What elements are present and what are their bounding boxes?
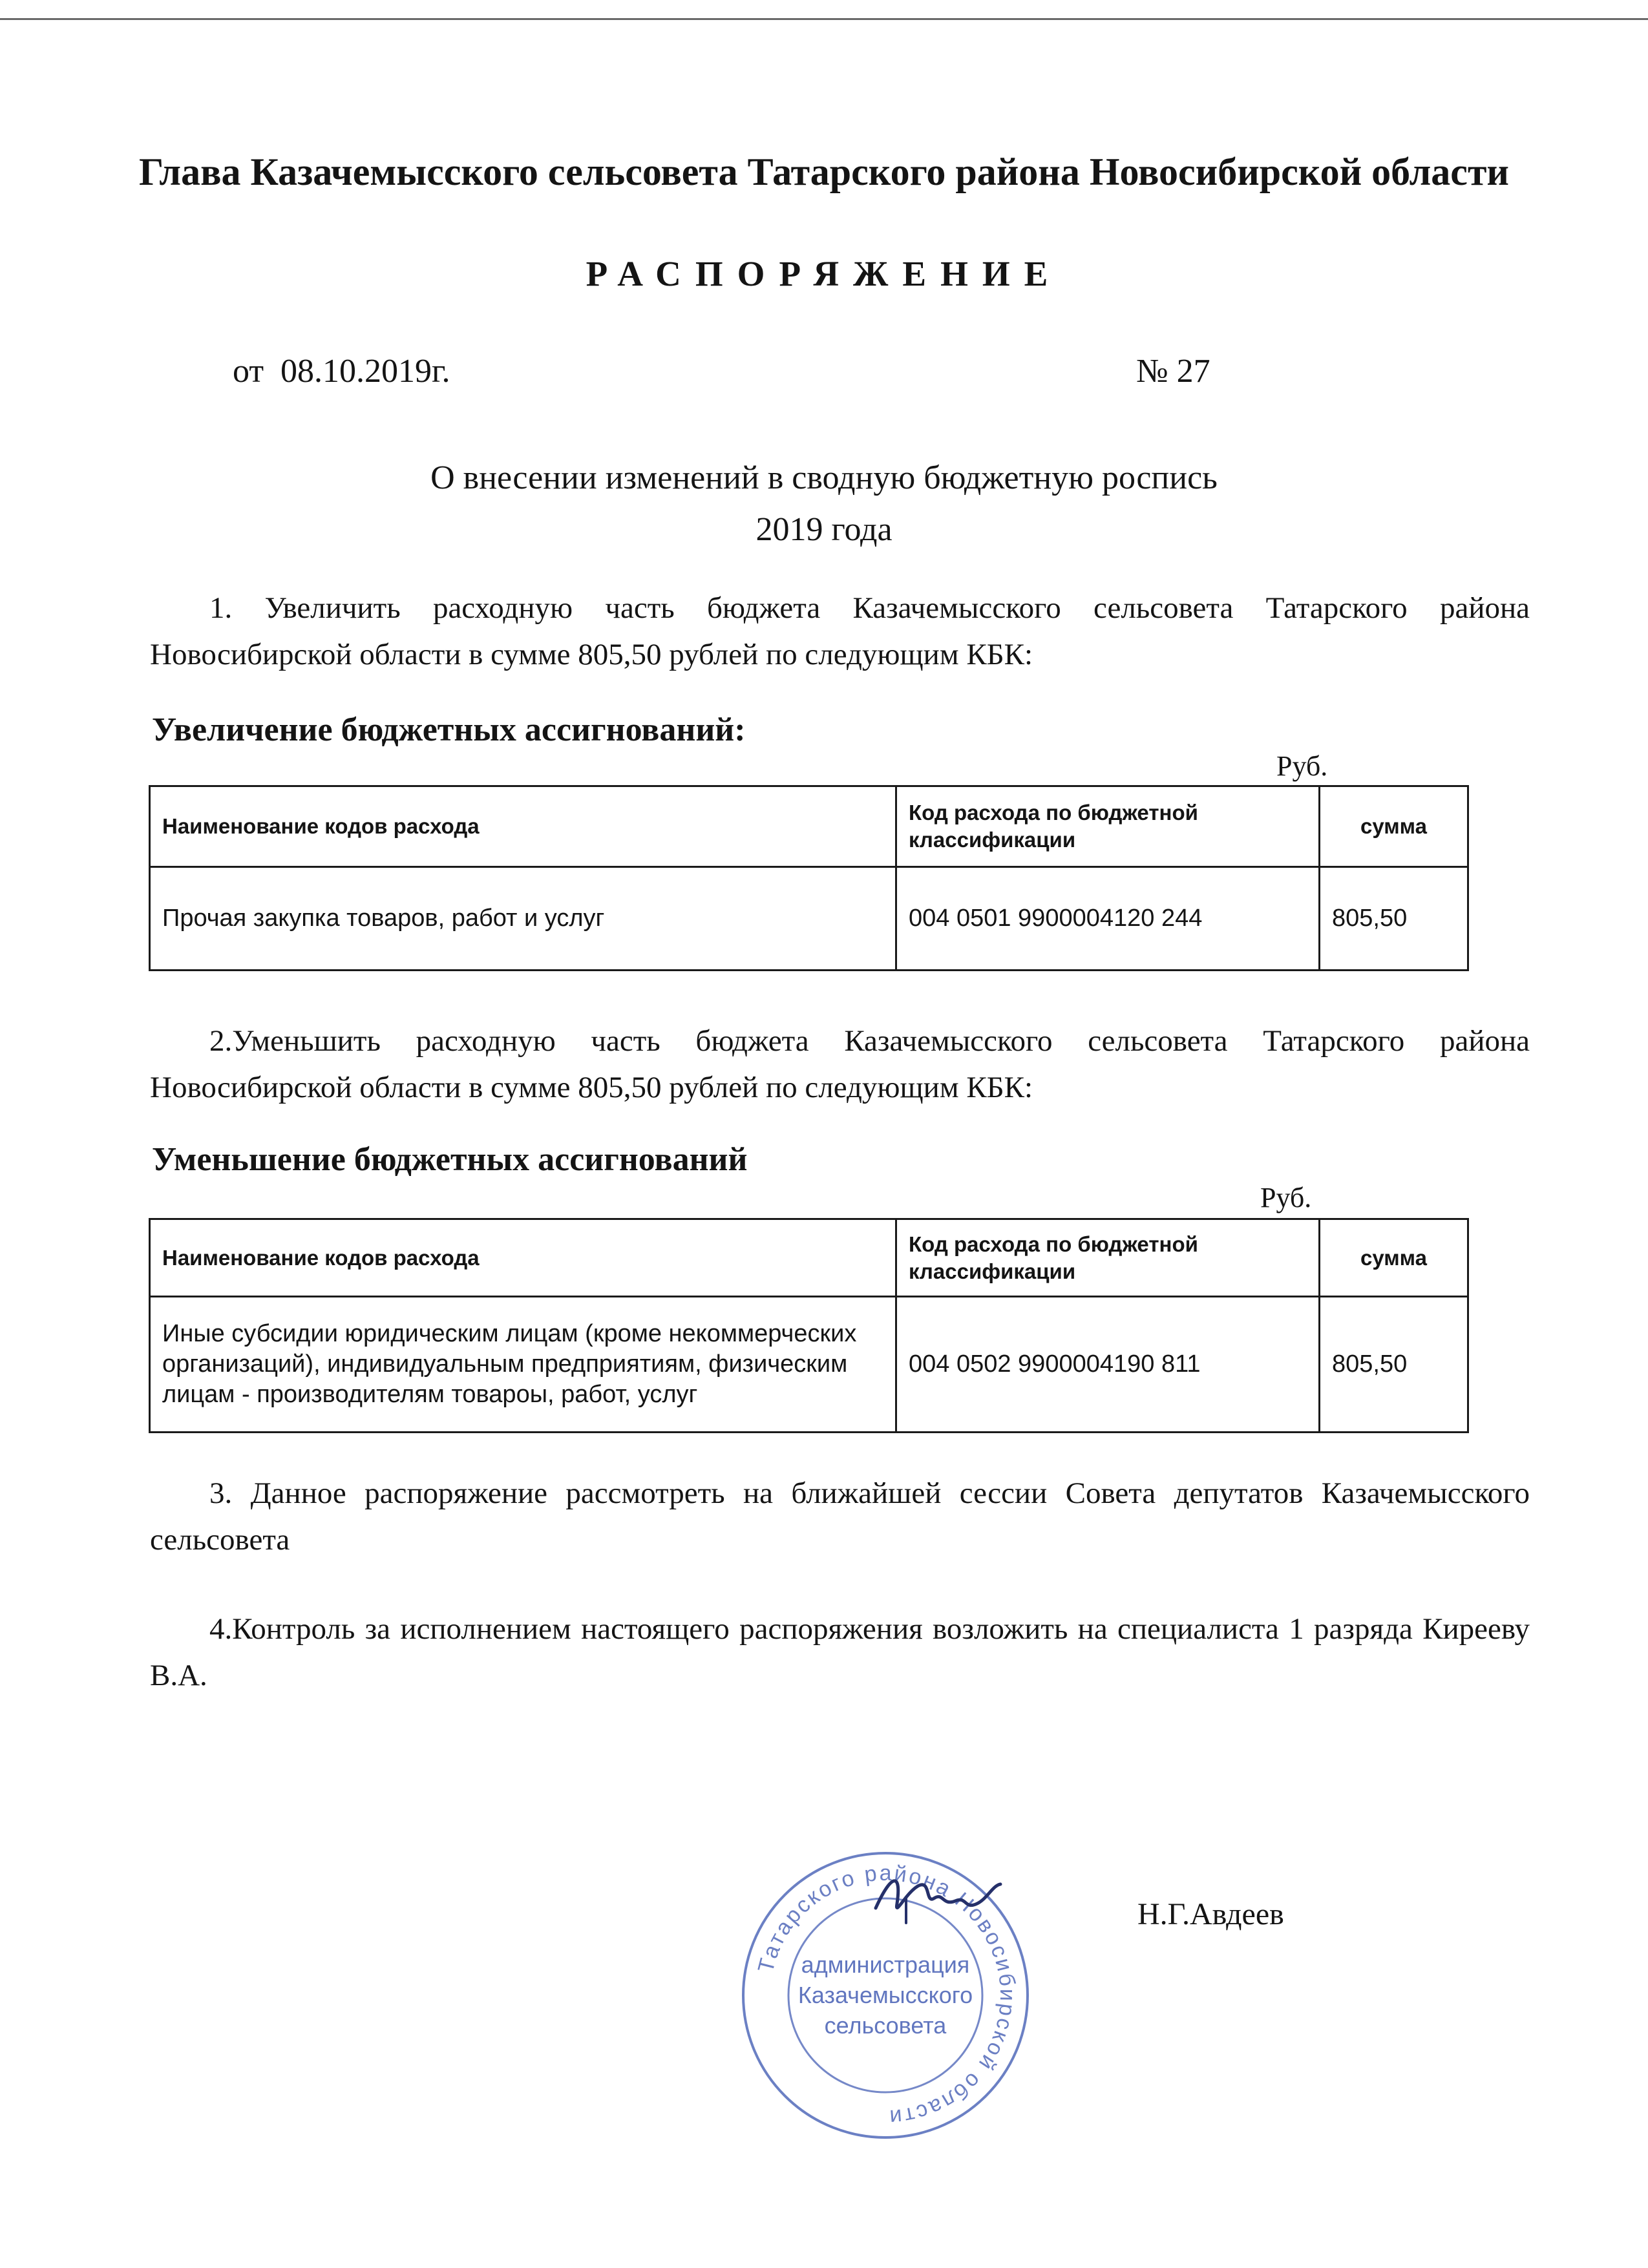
decrease-currency-label: Руб. [1260,1182,1312,1213]
table-row [150,867,1468,971]
table-header-row [150,1219,1468,1297]
item-1-paragraph: 1. Увеличить расходную часть бюджета Казачемысского сельсовета Татарского района Новосибирской области в сумме 805,50 рублей по следующим КБК: [150,591,1530,671]
column-header-name: Наименование кодов расхода [150,786,896,867]
increase-currency-label: Руб. [1276,750,1328,782]
seal-center-line-3: сельсовета [824,2012,947,2039]
document-type-title: РАСПОРЯЖЕНИЕ [586,254,1062,293]
document-number: № 27 [1136,353,1210,390]
document-header: Глава Казачемысского сельсовета Татарского района Новосибирской области [139,151,1509,193]
column-header-amount: сумма [1320,786,1468,867]
date-value: 08.10.2019г. [280,353,450,390]
subject-line-1: О внесении изменений в сводную бюджетную роспись [430,459,1218,496]
row-expense-name: Прочая закупка товаров, работ и услуг [150,867,896,971]
seal-center-line-2: Казачемысского [798,1982,973,2008]
document-subject [0,452,1648,556]
subject-line-2: 2019 года [755,511,893,548]
column-header-amount: сумма [1320,1219,1468,1297]
decrease-heading: Уменьшение бюджетных ассигнований [152,1141,748,1178]
table-header-row [150,786,1468,867]
seal-ring-text: Татарского района Новосибирской области [753,1860,1020,2130]
date-label: от [233,353,264,390]
increase-table [149,785,1469,971]
signer-name: Н.Г.Авдеев [1137,1897,1284,1931]
row-amount: 805,50 [1320,1297,1468,1433]
column-header-code: Код расхода по бюджетной классификации [896,786,1320,867]
increase-heading: Увеличение бюджетных ассигнований: [152,711,746,748]
item-2-paragraph: 2.Уменьшить расходную часть бюджета Казачемысского сельсовета Татарского района Новосибирской области в сумме 805,50 рублей по следующим КБК: [150,1024,1530,1104]
row-budget-code: 004 0501 9900004120 244 [896,867,1320,971]
item-3-paragraph: 3. Данное распоряжение рассмотреть на ближайшей сессии Совета депутатов Казачемысского сельсовета [150,1476,1530,1557]
item-4-paragraph: 4.Контроль за исполнением настоящего распоряжения возложить на специалиста 1 разряда Кирееву В.А. [150,1612,1530,1692]
table-row [150,1297,1468,1433]
column-header-code: Код расхода по бюджетной классификации [896,1219,1320,1297]
scan-edge-line [0,18,1648,20]
row-expense-name: Иные субсидии юридическим лицам (кроме некоммерческих организаций), индивидуальным предприятиям, физическим лицам - производителям товароы, работ, услуг [150,1297,896,1433]
decrease-table [149,1218,1469,1433]
row-budget-code: 004 0502 9900004190 811 [896,1297,1320,1433]
row-amount: 805,50 [1320,867,1468,971]
document-date [233,352,450,390]
official-seal [737,1847,1034,2144]
seal-center-line-1: администрация [801,1951,970,1978]
column-header-name: Наименование кодов расхода [150,1219,896,1297]
